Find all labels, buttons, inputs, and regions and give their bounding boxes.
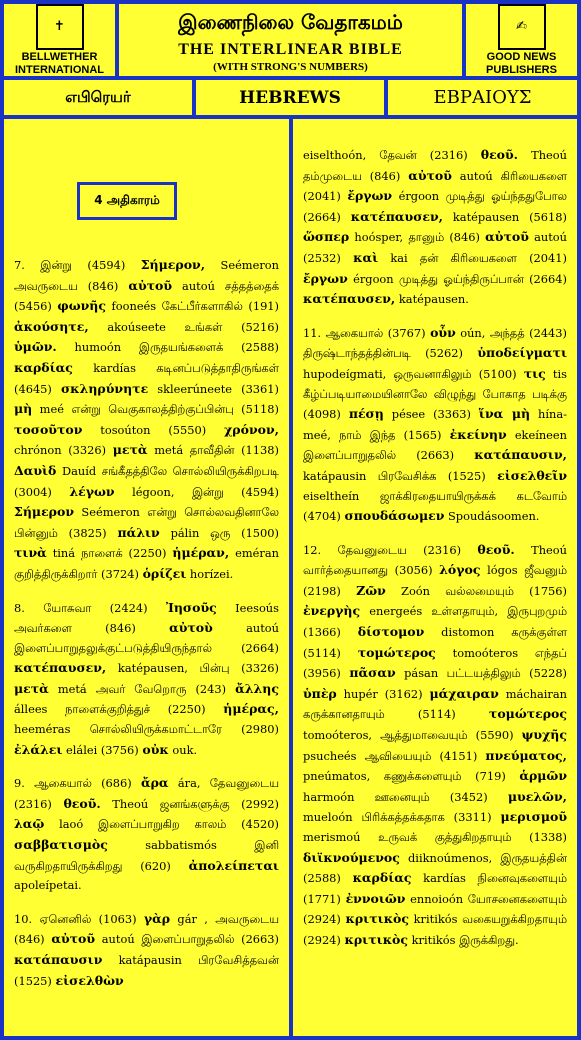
title-english: THE INTERLINEAR BIBLE: [178, 41, 403, 58]
greek-word: εἰσελθεῖν: [497, 467, 567, 483]
greek-word: μετὰ: [14, 680, 49, 696]
greek-word: πᾶσαν: [349, 665, 396, 681]
greek-word: αὐτοὺ: [169, 620, 213, 636]
greek-word: ἔργων: [347, 188, 393, 204]
greek-word: Σήμερον: [14, 504, 74, 520]
greek-word: ἁρμῶν: [519, 768, 567, 784]
greek-word: μερισμοῦ: [500, 809, 567, 825]
greek-word: τομώτερος: [357, 644, 436, 660]
greek-word: ἀπολείπεται: [188, 857, 279, 873]
greek-word: κατάπαυσιν,: [474, 447, 567, 463]
greek-word: μετὰ: [112, 442, 148, 458]
greek-word: ἐλάλει: [14, 741, 63, 757]
greek-word: ψυχῆς: [521, 727, 567, 743]
greek-word: σαββατισμὸς: [14, 837, 108, 853]
greek-word: λαῷ: [14, 816, 45, 832]
greek-word: αὐτοῦ: [51, 931, 96, 947]
greek-word: σκληρύνητε: [60, 380, 149, 396]
chapter-heading: [77, 182, 177, 220]
greek-word: κατέπαυσεν,: [303, 291, 396, 307]
greek-word: κατέπαυσεν,: [14, 660, 107, 676]
greek-word: μυελῶν,: [507, 788, 567, 804]
greek-word: Ζῶν: [356, 582, 386, 598]
title-subtitle: (WITH STRONG'S NUMBERS): [213, 61, 368, 73]
greek-word: πάλιν: [117, 524, 160, 540]
greek-word: καὶ: [353, 249, 379, 265]
book-tamil: [4, 80, 192, 115]
greek-word: θεοῦ.: [477, 541, 515, 557]
book-tamil-label: எபிரெயர்: [65, 87, 131, 106]
greek-word: κριτικὸς: [345, 911, 410, 927]
book-english: [196, 80, 384, 115]
greek-word: γὰρ: [143, 910, 171, 926]
book-english-label: HEBREWS: [239, 87, 341, 108]
bellwether-logo-icon: ✝: [36, 4, 84, 50]
verse-7: 7. இன்று (4594) Σήμερον, Seémeron அவருடைய (846) αὐτοῦ autoú சத்தத்தைக் (5456) φωνῆς fooneés கேட்பீர்களாகில் (191) ἀκούσητε, akoúseete உங்கள் (5216) ὑμῶν. humoón இருதயங்களைக் (2588) καρδίας kardías கடினப்படுத்தாதிருங்கள் (4645) σκληρύνητε skleerúneete (3361) μὴ meé என்று வெகுகாலத்திற்குப்பின்பு (5118) τοσοῦτον tosoúton (5550) χρόνον, chrónon (3326) μετὰ metá தாவீதின் (1138) Δαυὶδ Dauíd சங்கீதத்திலே சொல்லியிருக்கிறபடி (3004) λέγων légoon, இன்று (4594) Σήμερον Seémeron என்று சொல்லவதினாலே பின்னும் (3825) πάλιν pálin ஒரு (1500) τινὰ tiná நாளைக் (2250) ἡμέραν, eméran குறித்திருக்கிறார் (3724) ὁρίζει horízei.: [14, 257, 280, 581]
title-tamil: இணைநிலை வேதாகமம்: [178, 10, 403, 34]
greek-word: αὐτοῦ: [408, 167, 452, 183]
greek-word: διϊκνούμενος: [303, 849, 400, 865]
greek-word: θεοῦ.: [480, 147, 519, 162]
greek-word: Ἰησοῦς: [165, 599, 217, 615]
greek-word: λέγων: [69, 483, 115, 499]
left-logo: [4, 4, 115, 76]
greek-word: κατέπαυσεν,: [350, 208, 444, 224]
right-logo: [466, 4, 577, 76]
greek-word: οὖν: [430, 324, 456, 340]
greek-word: αὐτοῦ: [485, 229, 529, 245]
greek-word: τοσοῦτον: [14, 421, 83, 437]
greek-word: ὁρίζει: [142, 565, 187, 581]
right-logo-line2: PUBLISHERS: [486, 64, 557, 76]
verse-11: 11. ஆகையால் (3767) οὖν oún, அந்தத் (2443) திருஷ்டாந்தத்தின்படி (5262) ὑποδείγματι hupodeígmati, ஒருவனாகிலும் (5100) τις tis கீழ்ப்படியாமையினாலே விழுந்து போகாத படிக்கு (4098) πέσῃ pésee (3363) ἵνα μὴ hína-meé, நாம் இந்த (1565) ἐκείνην ekeíneen இளைப்பாறுதலில் (2663) κατάπαυσιν, katápausin பிரவேசிக்க (1525) εἰσελθεῖν eiseltheín ஜாக்கிரதையாயிருக்கக் கடவோம் (4704) σπουδάσωμεν Spoudásoomen.: [303, 324, 568, 524]
greek-word: Δαυὶδ: [14, 462, 57, 478]
greek-word: μάχαιραν: [429, 685, 499, 701]
greek-word: ἄρα: [140, 775, 169, 791]
greek-word: τινὰ: [14, 545, 47, 561]
greek-word: δίστομον: [357, 624, 425, 640]
greek-word: ἵνα μὴ: [478, 406, 531, 422]
greek-word: Σήμερον,: [140, 257, 206, 272]
greek-word: εἰσελθὼν: [55, 972, 124, 988]
greek-word: ἀκούσητε,: [14, 318, 89, 334]
greek-word: αὐτοῦ: [128, 277, 173, 293]
greek-word: ὑποδείγματι: [477, 345, 567, 361]
greek-word: χρόνον,: [224, 421, 279, 437]
greek-word: ἡμέραν,: [172, 545, 230, 561]
verse-12: 12. தேவனுடைய (2316) θεοῦ. Theoú வார்த்தையானது (3056) λόγος lógos ஜீவனும் (2198) Ζῶν Zoón வல்லமையும் (1756) ἐνεργὴς energeés உள்ளதாயும், இருபுறமும் (1366) δίστομον distomon கருக்குள்ள (5114) τομώτερος tomoóteros எந்தப் (3956) πᾶσαν pásan பட்டயத்திலும் (5228) ὑπὲρ hupér (3162) μάχαιραν máchairan கருக்கானதாயும் (5114) τομώτερος tomoóteros, ஆத்துமாவையும் (5590) ψυχῆς psucheés ஆவியையும் (4151) πνεύματος, pneúmatos, கணுக்களையும் (719) ἁρμῶν harmoón ஊனையும் (3452) μυελῶν, mueloón பிரிக்கத்தக்கதாக (3311) μερισμοῦ merismoú உருவக் குத்துகிறதாயும் (1338) διϊκνούμενος diiknoúmenos, இருதயத்தின் (2588) καρδίας kardías நினைவுகளையும் (1771) ἐννοιῶν ennoioón யோசனைகளையும் (2924) κριτικὸς kritikós வகையறுக்கிறதாயும் (2924) κριτικὸς kritikós இருக்கிறது.: [303, 541, 568, 947]
verse-8: 8. யோசுவா (2424) Ἰησοῦς Ieesoús அவர்களை (846) αὐτοὺ autoú இளைப்பாறுதலுக்குட்படுத்தியிருந்தால் (2664) κατέπαυσεν, katépausen, பின்பு (3326) μετὰ metá அவர் வேறொரு (243) ἄλλης állees நாளைக்குறித்துச் (2250) ἡμέρας, heeméras சொல்லியிருக்கமாட்டாரே (2980) ἐλάλει elálei (3756) οὐκ ouk.: [14, 599, 279, 757]
greek-word: καρδίας: [14, 359, 73, 375]
greek-word: θεοῦ.: [63, 795, 101, 811]
left-logo-line2: INTERNATIONAL: [14, 64, 104, 76]
greek-word: τις: [523, 365, 546, 381]
greek-word: πνεύματος,: [485, 747, 567, 763]
left-column: [4, 119, 289, 1036]
title-block: [119, 4, 462, 76]
greek-word: κατάπαυσιν: [14, 952, 103, 967]
greek-word: φωνῆς: [57, 298, 107, 314]
greek-word: ἐννοιῶν: [345, 890, 406, 906]
greek-word: οὐκ: [142, 741, 169, 757]
greek-word: λόγος: [439, 562, 481, 578]
greek-word: μὴ: [14, 401, 33, 417]
greek-word: πέσῃ: [348, 406, 384, 422]
greek-word: ἄλλης: [235, 680, 279, 696]
book-greek-label: ΕΒΡΑΙΟΥΣ: [433, 87, 532, 108]
right-column: [293, 119, 577, 1036]
book-greek: [388, 80, 577, 115]
greek-word: ὥσπερ: [303, 229, 350, 245]
greek-word: ἐκείνην: [449, 426, 507, 442]
left-logo-line1: BELLWETHER: [21, 51, 98, 63]
greek-word: ἔργων: [303, 270, 348, 286]
greek-word: ὑμῶν.: [14, 339, 57, 355]
verse-10-start: 10. ஏனெனில் (1063) γὰρ gár , அவருடைய (846) αὐτοῦ autoú இளைப்பாறுதலில் (2663) κατάπαυσιν katápausin பிரவேசித்தவன் (1525) εἰσελθὼν: [14, 910, 279, 988]
greek-word: ὑπὲρ: [303, 685, 337, 701]
verse-10-end: eiselthoón, தேவன் (2316) θεοῦ. Theoú தம்முடைய (846) αὐτοῦ autoú கிரியைகளை (2041) ἔργων érgoon முடித்து ஓய்ந்ததுபோல (2664) κατέπαυσεν, katépausen (5618) ὥσπερ hoósper, தானும் (846) αὐτοῦ autoú (2532) καὶ kai தன் கிரியைகளை (2041) ἔργων érgoon முடித்து ஓய்ந்திருப்பான் (2664) κατέπαυσεν, katépausen.: [303, 147, 568, 307]
greek-word: τομώτερος: [488, 706, 567, 722]
greek-word: ἡμέρας,: [223, 701, 279, 717]
right-logo-line1: GOOD NEWS: [486, 51, 557, 63]
chapter-label: 4 அதிகாரம்: [94, 193, 160, 207]
greek-word: κριτικὸς: [344, 931, 409, 947]
verse-9: 9. ஆகையால் (686) ἄρα ára, தேவனுடைய (2316) θεοῦ. Theoú ஜனங்களுக்கு (2992) λαῷ laoó இளைப்பாறுகிற காலம் (4520) σαββατισμὸς sabbatismós இனி வருகிறதாயிருக்கிறது (620) ἀπολείπεται apoleípetai.: [14, 775, 280, 893]
greek-word: σπουδάσωμεν: [344, 508, 445, 524]
good-news-logo-icon: ✍: [498, 4, 546, 50]
greek-word: καρδίας: [352, 870, 412, 886]
greek-word: ἐνεργὴς: [303, 603, 361, 619]
